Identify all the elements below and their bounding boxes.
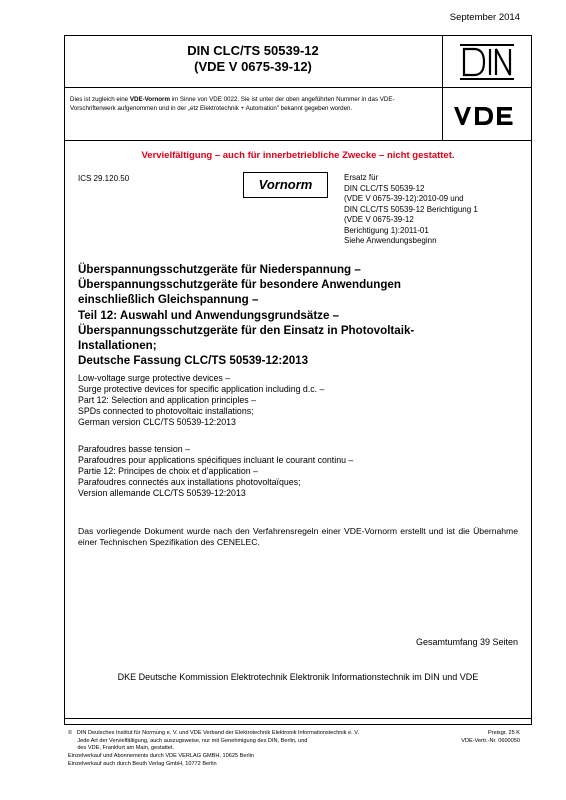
divider (442, 35, 443, 140)
order-number: VDE-Vertr.-Nr. 0600050 (461, 737, 520, 744)
divider (64, 718, 532, 719)
replacement-line: DIN CLC/TS 50539-12 (344, 183, 425, 193)
document-number-vde: (VDE V 0675-39-12) (194, 59, 312, 74)
replacement-line: Berichtigung 1):2011-01 (344, 225, 429, 235)
replacement-line: Siehe Anwendungsbeginn (344, 236, 437, 245)
vde-notice (70, 96, 434, 113)
ics-code: ICS 29.120.50 (78, 174, 130, 183)
total-pages: Gesamtumfang 39 Seiten (415, 637, 518, 647)
replacement-line: DIN CLC/TS 50539-12 Berichtigung 1 (344, 204, 478, 214)
reproduction-notice: Vervielfältigung – auch für innerbetriebliche Zwecke – nicht gestattet. (141, 150, 455, 161)
footer-line: Einzelverkauf auch durch Beuth Verlag GmbH, 10772 Berlin (68, 760, 217, 767)
german-title-line: Deutsche Fassung CLC/TS 50539-12:2013 (78, 354, 309, 368)
notice-emphasis: VDE-Vornorm (129, 96, 170, 103)
french-title-line: Parafoudres pour applications spécifiques incluant le courant continu – (78, 455, 354, 465)
german-title (78, 262, 518, 368)
german-title-line: Überspannungsschutzgeräte für den Einsatz in Photovoltaik- (78, 323, 415, 337)
status-badge: Vornorm (243, 172, 328, 198)
french-title-line: Partie 12: Principes de choix et d’application – (78, 466, 258, 476)
german-title-line: Überspannungsschutzgeräte für besondere Anwendungen (78, 278, 401, 292)
footer-line: Einzelverkauf und Abonnements durch VDE VERLAG GMBH, 10625 Berlin (68, 753, 254, 760)
replacement-line: Ersatz für (344, 173, 379, 182)
german-title-line: Installationen; (78, 339, 157, 353)
footer-line: Jede Art der Vervielfältigung, auch auszugsweise, nur mit Genehmigung des DIN, Berlin, und (68, 737, 308, 744)
english-title-line: Part 12: Selection and application principles – (78, 395, 257, 405)
french-title-line: Parafoudres connectés aux installations photovoltaïques; (78, 477, 301, 487)
price-group: Preisgr. 25 K (487, 730, 520, 736)
german-title-line: Überspannungsschutzgeräte für Niederspannung – (78, 263, 361, 276)
divider (64, 87, 532, 88)
price-info (430, 730, 520, 745)
committee-name: DKE Deutsche Kommission Elektrotechnik Elektronik Informationstechnik im DIN und VDE (117, 672, 479, 682)
divider (64, 140, 532, 141)
vde-logo (452, 104, 522, 128)
notice-text: Dies ist zugleich eine (70, 96, 130, 103)
procedure-statement: Das vorliegende Dokument wurde nach den Verfahrensregeln einer VDE-Vornorm erstellt und ist die Übernahme einer Technischen Spezifikation des CENELEC. (78, 526, 518, 547)
french-title-line: Parafoudres basse tension – (78, 444, 190, 454)
german-title-line: einschließlich Gleichspannung – (78, 293, 259, 307)
notice-text: im Sinne von VDE 0022. Sie ist unter der oben angeführten Nummer in das VDE-Vorschriftenwerk aufgenommen und in der „etz Elektrotechnik + Automation” bekannt gegeben worden. (70, 96, 395, 112)
publication-date: September 2014 (449, 12, 520, 23)
replacement-info (344, 173, 529, 247)
document-number-din: DIN CLC/TS 50539-12 (187, 43, 319, 58)
replacement-line: (VDE V 0675-39-12):2010-09 und (344, 194, 464, 203)
footer-line: des VDE, Frankfurt am Main, gestattet. (68, 745, 175, 752)
din-logo (458, 42, 516, 82)
replacement-line: (VDE V 0675-39-12 (344, 215, 414, 224)
document-number (64, 43, 442, 75)
french-title-line: Version allemande CLC/TS 50539-12:2013 (78, 488, 246, 498)
copyright-footer (68, 730, 428, 769)
english-title-line: Low-voltage surge protective devices – (78, 373, 231, 383)
english-title-line: German version CLC/TS 50539-12:2013 (78, 417, 236, 427)
footer-line: © DIN Deutsches Institut für Normung e. V. und VDE Verband der Elektrotechnik Elektronik Informationstechnik e. V. (68, 730, 359, 736)
english-title-line: Surge protective devices for specific application including d.c. – (78, 384, 325, 394)
german-title-line: Teil 12: Auswahl und Anwendungsgrundsätze – (78, 308, 340, 322)
french-title (78, 444, 518, 499)
english-title (78, 373, 518, 428)
english-title-line: SPDs connected to photovoltaic installations; (78, 406, 254, 416)
